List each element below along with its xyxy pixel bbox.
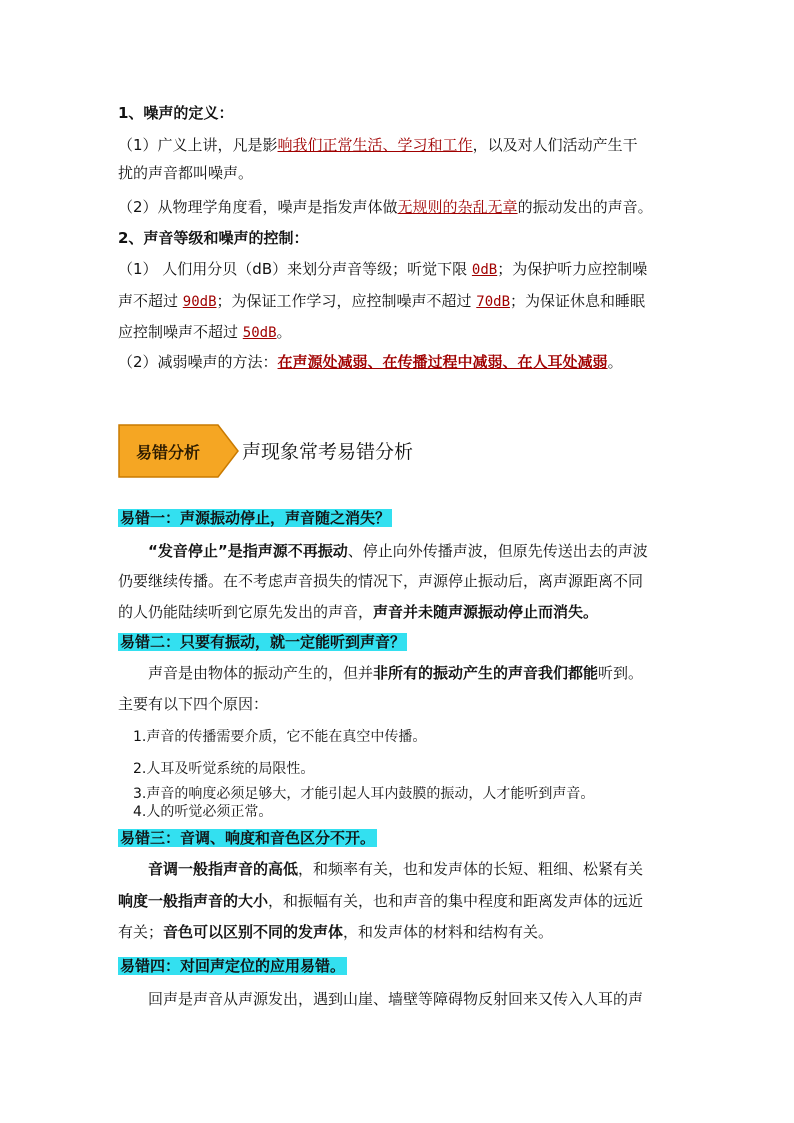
- list-item: 4.人的听觉必须正常。: [133, 804, 273, 820]
- error1-line3: 的人仍能陆续听到它原先发出的声音，声音并未随声源振动停止而消失。: [118, 603, 599, 621]
- noise-reduction-methods: （2）减弱噪声的方法：在声源处减弱、在传播过程中减弱、在人耳处减弱。: [118, 353, 623, 371]
- noise-control-heading: 2、声音等级和噪声的控制：: [118, 229, 309, 247]
- error2-heading: 易错二：只要有振动，就一定能听到声音？: [120, 633, 406, 651]
- badge-label: 易错分析: [135, 443, 200, 462]
- noise-definition-p1-cont: 扰的声音都叫噪声。: [118, 164, 254, 182]
- noise-control-p3: 应控制噪声不超过 50dB。: [118, 323, 292, 341]
- error1-heading: 易错一：声源振动停止，声音随之消失？: [120, 509, 391, 527]
- list-item: 3.声音的响度必须足够大，才能引起人耳内鼓膜的振动，人才能听到声音。: [133, 786, 595, 802]
- error1-line2: 仍要继续传播。在不考虑声音损失的情况下，声源停止振动后，离声源距离不同: [118, 572, 644, 590]
- noise-control-p2: 声不超过 90dB；为保证工作学习，应控制噪声不超过 70dB；为保证休息和睡眠: [118, 292, 646, 310]
- error2-line1: 声音是由物体的振动产生的，但并非所有的振动产生的声音我们都能听到。: [148, 664, 644, 682]
- error3-line2: 响度一般指声音的大小，和振幅有关，也和声音的集中程度和距离发声体的远近: [118, 892, 644, 910]
- error4-line1: 回声是声音从声源发出，遇到山崖、墙壁等障碍物反射回来又传入人耳的声: [148, 990, 644, 1008]
- error3-line1: 音调一般指声音的高低，和频率有关，也和发声体的长短、粗细、松紧有关: [148, 860, 644, 878]
- error3-line3: 有关；音色可以区别不同的发声体，和发声体的材料和结构有关。: [118, 923, 554, 941]
- error1-line1: “发音停止”是指声源不再振动、停止向外传播声波，但原先传送出去的声波: [148, 542, 648, 560]
- error-analysis-badge: [118, 424, 240, 478]
- list-item: 2.人耳及听觉系统的局限性。: [133, 761, 315, 777]
- section-title: 声现象常考易错分析: [242, 441, 414, 463]
- noise-control-p1: （1） 人们用分贝（dB）来划分声音等级；听觉下限 0dB；为保护听力应控制噪: [118, 260, 648, 278]
- noise-definition-p2: （2）从物理学角度看，噪声是指发声体做无规则的杂乱无章的振动发出的声音。: [118, 198, 653, 216]
- noise-definition-p1: （1）广义上讲，凡是影响我们正常生活、学习和工作，以及对人们活动产生干: [118, 136, 638, 154]
- noise-definition-heading: 1、噪声的定义：: [118, 104, 234, 122]
- error3-heading: 易错三：音调、响度和音色区分不开。: [120, 829, 376, 847]
- error4-heading: 易错四：对回声定位的应用易错。: [120, 957, 346, 975]
- error2-line2: 主要有以下四个原因：: [118, 695, 269, 713]
- list-item: 1.声音的传播需要介质，它不能在真空中传播。: [133, 729, 427, 745]
